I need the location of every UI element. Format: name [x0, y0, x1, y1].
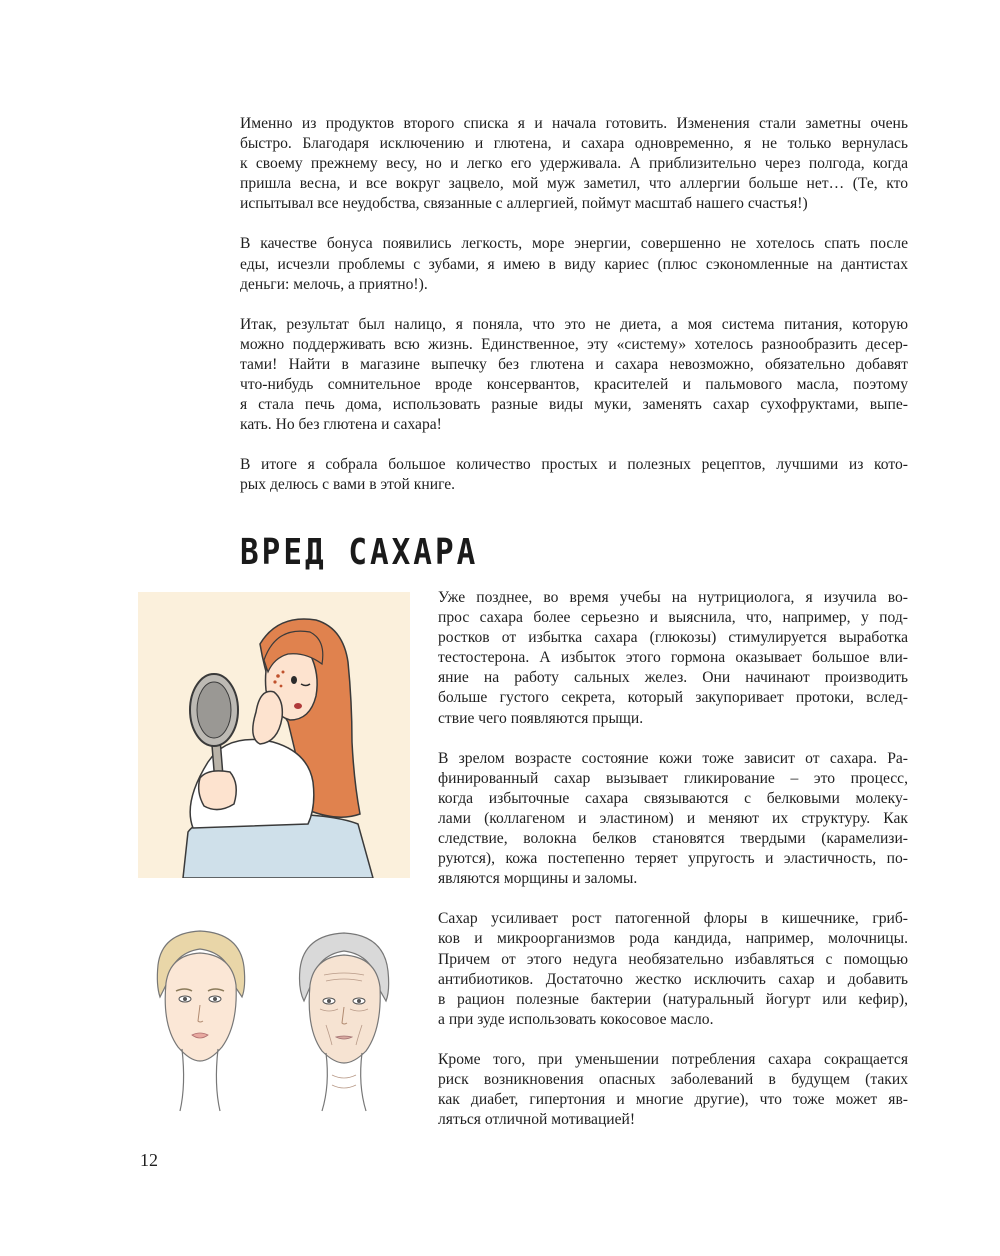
- text-line: пришла весна, и все вокруг зацвело, мой муж заметил, что аллергии больше нет… (Те, кто: [240, 175, 908, 193]
- text-line: тами! Найти в магазине выпечку без глютена и сахара невозможно, обязательно добавят: [240, 355, 908, 373]
- text-line: Причем от этого недуга необязательно избавляться с помощью: [438, 950, 908, 968]
- text-line: я стала печь дома, использовать разные виды муки, заменять сахар сухофруктами, выпе-: [240, 396, 908, 414]
- text-line: Сахар усиливает рост патогенной флоры в кишечнике, гриб-: [438, 910, 908, 928]
- section-text: [438, 588, 908, 1130]
- text-line: прос сахара более серьезно и выяснила, что, например, у под-: [438, 609, 908, 627]
- section-paragraph-1: [438, 588, 908, 729]
- text-line: деньги: мелочь, а приятно!).: [240, 275, 428, 293]
- text-line: а при зуде использовать кокосовое масло.: [438, 1010, 714, 1028]
- section-paragraph-2: [438, 749, 908, 890]
- text-line: Именно из продуктов второго списка я и начала готовить. Изменения стали заметны очень: [240, 115, 908, 132]
- text-line: можно поддерживать всю жизнь. Единственное, эту «систему» хотелось разнообразить десер-: [240, 335, 908, 353]
- text-line: яние на работу сальных желез. Они начинают производить: [438, 669, 908, 687]
- section-heading: ВРЕД САХАРА: [240, 532, 479, 574]
- text-line: финированный сахар вызывает гликирование – это процесс,: [438, 769, 908, 787]
- text-line: кать. Но без глютена и сахара!: [240, 416, 442, 434]
- girl-with-mirror-illustration: [138, 592, 410, 878]
- text-line: еды, исчезли проблемы с зубами, я имею в виду кариес (плюс сэкономленные на дантистах: [240, 255, 908, 273]
- text-line: лами (коллагеном и эластином) и меняют их структуру. Как: [438, 809, 908, 827]
- text-line: что-нибудь сомнительное вроде консервантов, красителей и пальмового масла, поэтому: [240, 376, 908, 394]
- text-line: когда избыточные сахара связываются с белковыми молеку-: [438, 789, 908, 807]
- text-line: следствие, волокна белков становятся твердыми (карамелизи-: [438, 830, 908, 848]
- text-line: В зрелом возрасте состояние кожи тоже зависит от сахара. Ра-: [438, 749, 908, 767]
- text-line: Итак, результат был налицо, я поняла, что это не диета, а моя система питания, которую: [240, 315, 908, 333]
- young-face: [157, 931, 244, 1111]
- intro-paragraph-2: [240, 234, 908, 294]
- intro-paragraph-4: [240, 455, 908, 495]
- text-line: быстро. Благодаря исключению и глютена, и сахара одновременно, я не только вернулась: [240, 135, 908, 153]
- text-line: являются морщины и заломы.: [438, 870, 638, 888]
- page-number: 12: [140, 1150, 158, 1170]
- intro-paragraph-3: [240, 315, 908, 436]
- text-line: рых делюсь с вами в этой книге.: [240, 476, 456, 494]
- intro-text: [240, 114, 908, 496]
- text-line: ков и микроорганизмов рода кандида, например, молочницы.: [438, 930, 908, 948]
- text-line: тестостерона. А избыток этого гормона оказывает большое вли-: [438, 649, 908, 667]
- old-face: [300, 933, 389, 1111]
- text-line: ствие чего появляются прыщи.: [438, 709, 644, 727]
- text-line: антибиотиков. Достаточно жестко исключить сахар и добавить: [438, 970, 908, 988]
- text-line: риск возникновения опасных заболеваний в будущем (таких: [438, 1070, 908, 1088]
- text-line: ростков от избытка сахара (глюкозы) стимулируется выработка: [438, 629, 908, 647]
- text-line: В итоге я собрала большое количество простых и полезных рецептов, лучшими из кото-: [240, 456, 908, 474]
- text-line: руются), кожа постепенно теряет упругость и эластичность, по-: [438, 850, 908, 868]
- section-paragraph-4: [438, 1050, 908, 1130]
- text-line: Уже позднее, во время учебы на нутрициолога, я изучила во-: [438, 589, 908, 606]
- text-line: В качестве бонуса появились легкость, море энергии, совершенно не хотелось спать после: [240, 235, 908, 253]
- text-line: больше густого секрета, который закупоривает протоки, вслед-: [438, 689, 908, 707]
- text-line: испытывал все неудобства, связанные с аллергией, поймут масштаб нашего счастья!): [240, 195, 808, 213]
- text-line: к своему прежнему весу, но и легко его удерживала. А приблизительно через полгода, когда: [240, 155, 908, 173]
- text-line: в рацион полезные бактерии (натуральный йогурт или кефир),: [438, 990, 908, 1008]
- text-line: как диабет, гипертония и многие другие), что тоже может яв-: [438, 1091, 908, 1109]
- text-line: Кроме того, при уменьшении потребления сахара сокращается: [438, 1050, 908, 1068]
- section-paragraph-3: [438, 909, 908, 1030]
- young-and-old-faces-illustration: [140, 925, 412, 1115]
- text-line: ляться отличной мотивацией!: [438, 1111, 636, 1129]
- intro-paragraph-1: [240, 114, 908, 214]
